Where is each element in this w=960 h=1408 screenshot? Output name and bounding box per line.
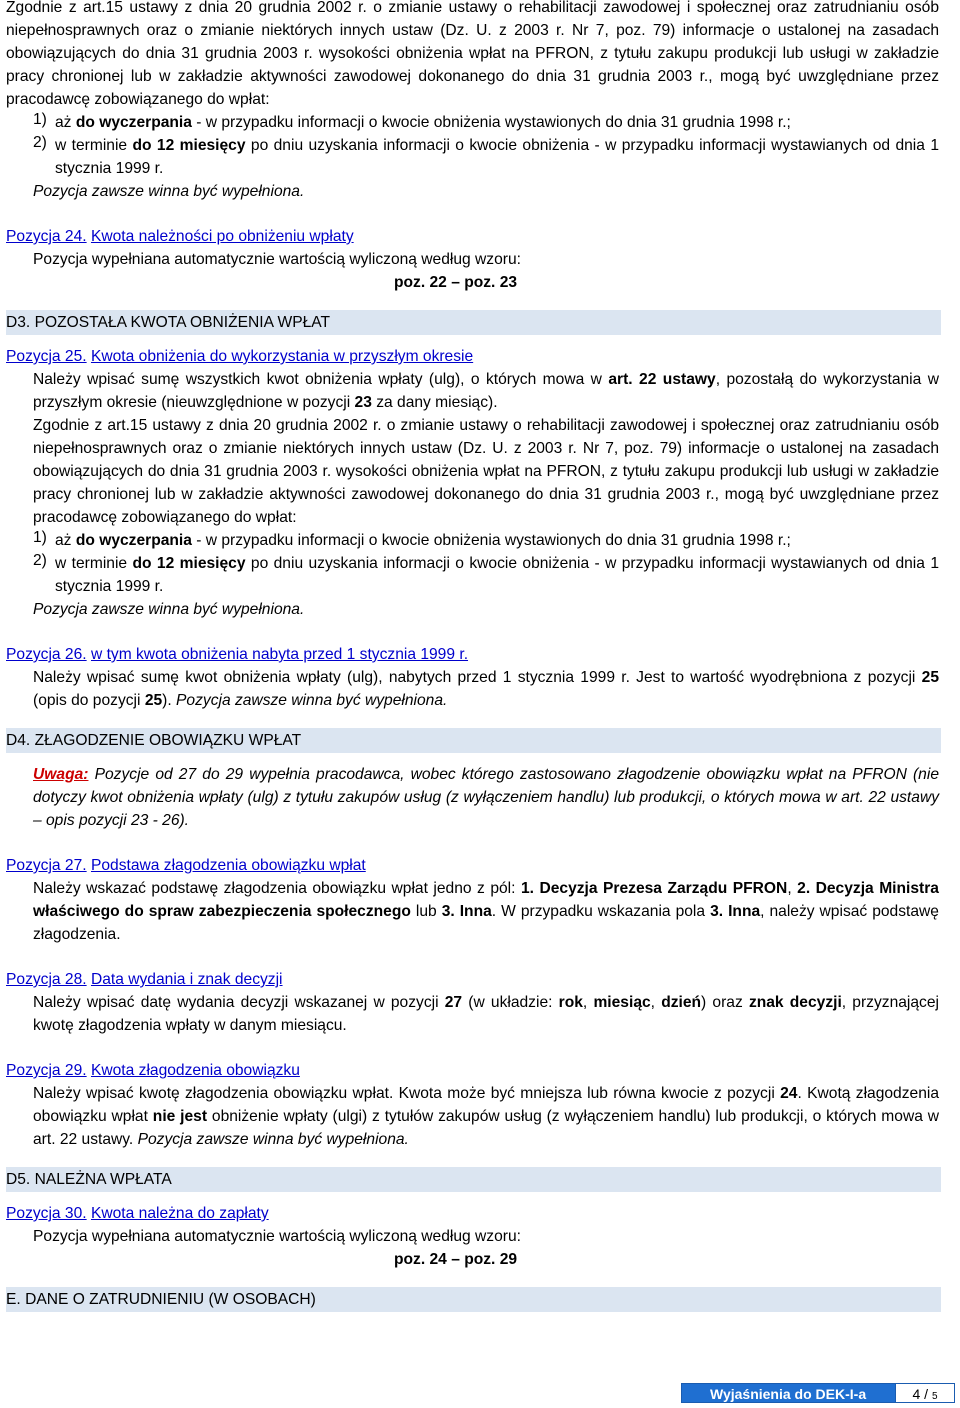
page-number: 4 / 5 [896, 1383, 955, 1403]
position-30-heading[interactable]: Pozycja 30. Kwota należna do zapłaty [6, 1205, 269, 1222]
position-24-text: Pozycja wypełniana automatycznie wartością wyliczoną według wzoru: [33, 251, 521, 268]
position-27-heading[interactable]: Pozycja 27. Podstawa złagodzenia obowiązku wpłat [6, 857, 366, 874]
position-28-heading[interactable]: Pozycja 28. Data wydania i znak decyzji [6, 971, 283, 988]
uwaga-label: Uwaga: [33, 766, 89, 783]
list-number: 2) [33, 552, 47, 569]
section-d5: D5. NALEŻNA WPŁATA [6, 1167, 941, 1192]
position-29-heading[interactable]: Pozycja 29. Kwota złagodzenia obowiązku [6, 1062, 300, 1079]
legal-basis-paragraph: Zgodnie z art.15 ustawy z dnia 20 grudnia 2002 r. o zmianie ustawy o rehabilitacji zawodowej i społecznej oraz zatrudnianiu osób niepełnosprawnych oraz o zmianie niektórych innych ustaw (Dz. U. z 2003 r. Nr 7, poz. 79) informacje o ustalonej na zasadach obowiązujących do dnia 31 grudnia 2003 r. wysokości obniżenia wpłat na PFRON, z tytułu zakupu produkcji lub usługi w zakładzie pracy chronionej lub w zakładzie aktywności zawodowej dokonanego do dnia 31 grudnia 2003 r., mogą być uwzględniane przez pracodawcę zobowiązanego do wpłat: [33, 417, 939, 526]
list-item: 1) aż do wyczerpania - w przypadku informacji o kwocie obniżenia wystawionych do dnia 31 grudnia 1998 r.; [6, 529, 939, 552]
section-d4: D4. ZŁAGODZENIE OBOWIĄZKU WPŁAT [6, 728, 941, 753]
list-item: 2) w terminie do 12 miesięcy po dniu uzyskania informacji o kwocie obniżenia - w przypadku informacji wystawianych od dnia 1 stycznia 1999 r. [6, 552, 939, 598]
list-number: 2) [33, 134, 47, 151]
list-number: 1) [33, 111, 47, 128]
position-27-text: Należy wskazać podstawę złagodzenia obowiązku wpłat jedno z pól: 1. Decyzja Prezesa Zarządu PFRON, 2. Decyzja Ministra właściwego do spraw zabezpieczenia społecznego lub 3. Inna. W przypadku wskazania pola 3. Inna, należy wpisać podstawę złagodzenia. [33, 880, 939, 943]
position-26-heading[interactable]: Pozycja 26. w tym kwota obniżenia nabyta przed 1 stycznia 1999 r. [6, 646, 469, 663]
position-28-text: Należy wpisać datę wydania decyzji wskazanej w pozycji 27 (w układzie: rok, miesiąc, dzień) oraz znak decyzji, przyznającej kwotę złagodzenia wpłaty w danym miesiącu. [33, 994, 939, 1034]
position-29-text: Należy wpisać kwotę złagodzenia obowiązku wpłat. Kwota może być mniejsza lub równa kwocie z pozycji 24. Kwotą złagodzenia obowiązku wpłat nie jest obniżenie wpłaty (ulgi) z tytułów zakupów usług (z wyłączeniem handlu) lub produkcji, o których mowa w art. 22 ustawy. Pozycja zawsze winna być wypełniona. [33, 1085, 939, 1148]
page-footer [681, 1383, 955, 1403]
position-30-text: Pozycja wypełniana automatycznie wartością wyliczoną według wzoru: [33, 1228, 521, 1245]
legal-basis-paragraph: Zgodnie z art.15 ustawy z dnia 20 grudnia 2002 r. o zmianie ustawy o rehabilitacji zawodowej i społecznej oraz zatrudnianiu osób niepełnosprawnych oraz o zmianie niektórych innych ustaw (Dz. U. z 2003 r. Nr 7, poz. 79) informacje o ustalonej na zasadach obowiązujących do dnia 31 grudnia 2003 r. wysokości obniżenia wpłat na PFRON, z tytułu zakupu produkcji lub usługi w zakładzie pracy chronionej lub w zakładzie aktywności zawodowej dokonanego do dnia 31 grudnia 2003 r., mogą być uwzględniane przez pracodawcę zobowiązanego do wpłat: [6, 0, 939, 108]
section-e: E. DANE O ZATRUDNIENIU (W OSOBACH) [6, 1287, 941, 1312]
position-30-formula: poz. 24 – poz. 29 [394, 1251, 518, 1268]
position-26-text: Należy wpisać sumę kwot obniżenia wpłaty (ulg), nabytych przed 1 stycznia 1999 r. Jest to wartość wyodrębniona z pozycji 25 (opis do pozycji 25). Pozycja zawsze winna być wypełniona. [33, 669, 939, 709]
list-item: 1) aż do wyczerpania - w przypadku informacji o kwocie obniżenia wystawionych do dnia 31 grudnia 1998 r.; [6, 111, 939, 134]
footer-document-title: Wyjaśnienia do DEK-I-a [681, 1383, 896, 1403]
position-25-heading[interactable]: Pozycja 25. Kwota obniżenia do wykorzystania w przyszłym okresie [6, 348, 474, 365]
list-number: 1) [33, 529, 47, 546]
document-page [6, 0, 939, 1312]
position-25-text: Należy wpisać sumę wszystkich kwot obniżenia wpłaty (ulg), o których mowa w art. 22 ustawy, pozostałą do wykorzystania w przyszłym okresie (nieuwzględnione w pozycji 23 za dany miesiąc). [33, 371, 939, 411]
uwaga-note: Uwaga: Pozycje od 27 do 29 wypełnia pracodawca, wobec którego zastosowano złagodzenie obowiązku wpłat na PFRON (nie dotyczy kwot obniżenia wpłaty (ulg) z tytułu zakupów usług (z wyłączeniem handlu) lub produkcji, o których mowa w art. 22 ustawy – opis pozycji 23 - 26). [33, 766, 939, 829]
position-24-formula: poz. 22 – poz. 23 [394, 274, 518, 291]
note: Pozycja zawsze winna być wypełniona. [33, 601, 305, 618]
note: Pozycja zawsze winna być wypełniona. [33, 183, 305, 200]
section-d3: D3. POZOSTAŁA KWOTA OBNIŻENIA WPŁAT [6, 310, 941, 335]
list-item: 2) w terminie do 12 miesięcy po dniu uzyskania informacji o kwocie obniżenia - w przypadku informacji wystawianych od dnia 1 stycznia 1999 r. [6, 134, 939, 180]
position-24-heading[interactable]: Pozycja 24. Kwota należności po obniżeniu wpłaty [6, 228, 354, 245]
